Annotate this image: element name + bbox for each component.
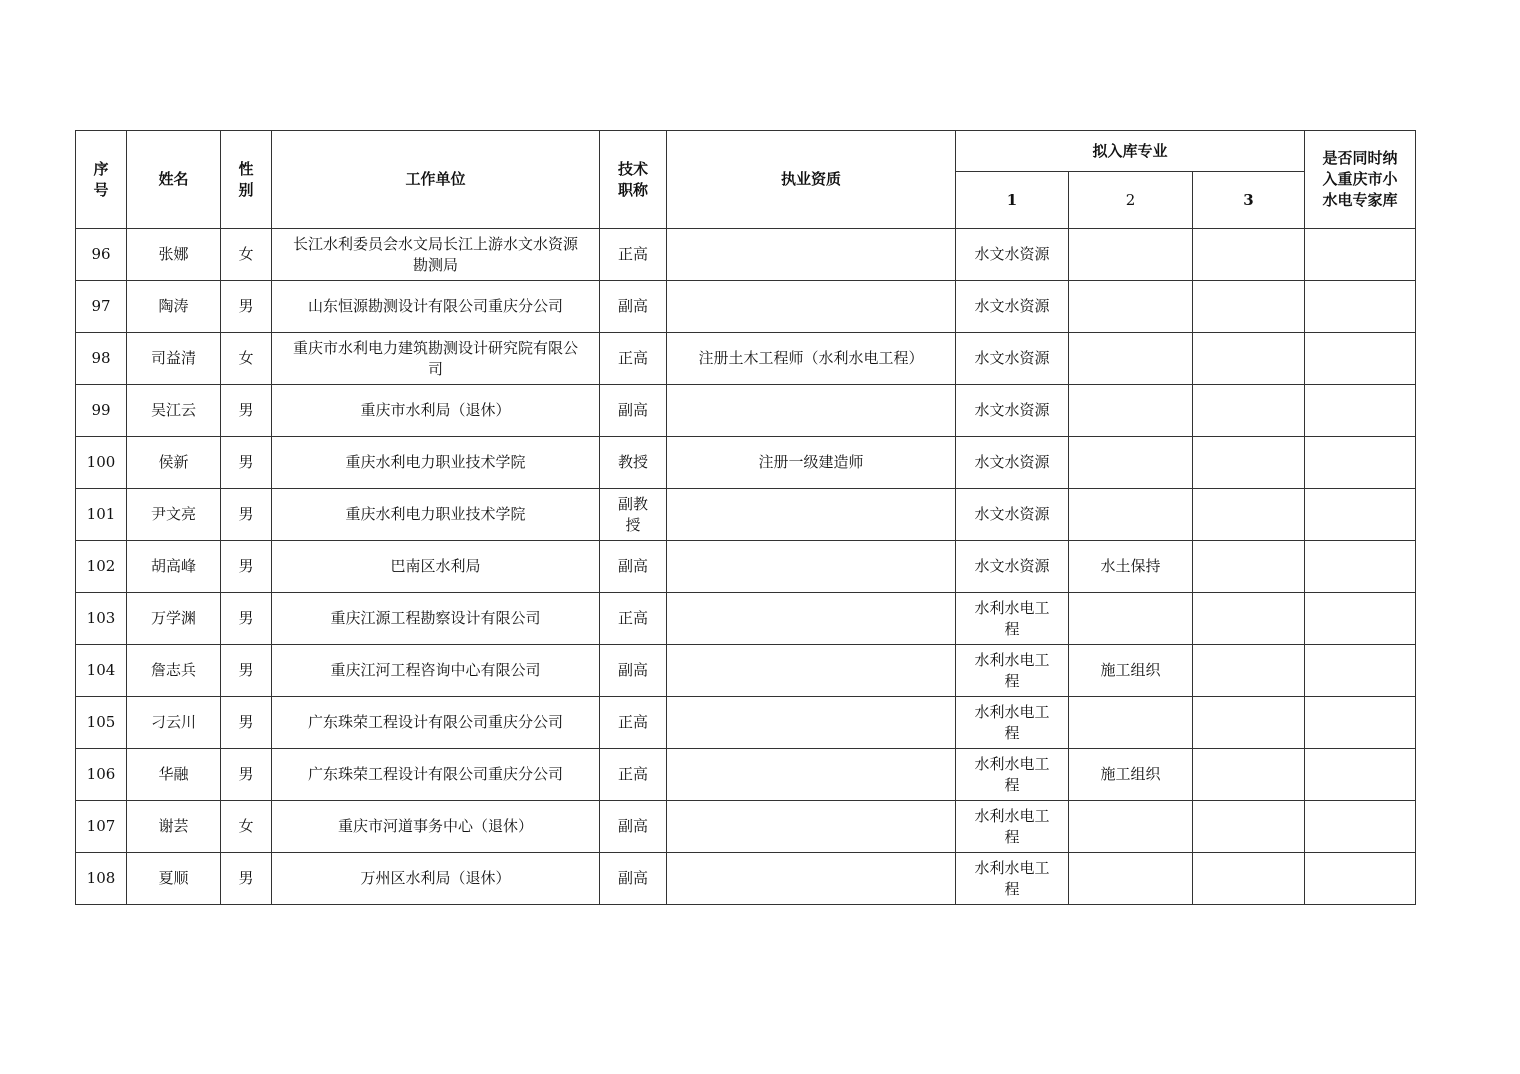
cell-unit-text: 巴南区水利局 (390, 557, 481, 575)
cell-name: 夏顺 (127, 853, 221, 905)
cell-unit-text: 万州区水利局（退休） (360, 869, 511, 887)
cell-major-3 (1193, 645, 1305, 697)
cell-major-1 (956, 645, 1069, 697)
cell-major-1 (956, 697, 1069, 749)
cell-name: 尹文亮 (127, 489, 221, 541)
cell-seq: 108 (76, 853, 127, 905)
cell-major-2 (1069, 437, 1193, 489)
cell-major-3 (1193, 541, 1305, 593)
table-row (76, 229, 1416, 281)
cell-name: 吴江云 (127, 385, 221, 437)
cell-title-text: 教授 (617, 453, 648, 471)
header-seq: 序号 (76, 131, 127, 229)
cell-major-3 (1193, 489, 1305, 541)
cell-title (600, 697, 667, 749)
cell-title-text: 副高 (617, 401, 648, 419)
cell-seq: 105 (76, 697, 127, 749)
cell-unit-text: 重庆市水利局（退休） (360, 401, 511, 419)
cell-seq: 98 (76, 333, 127, 385)
cell-qualification: 注册土木工程师（水利水电工程） (667, 333, 956, 385)
cell-major-1-text: 水文水资源 (974, 401, 1050, 419)
cell-unit (272, 749, 600, 801)
cell-major-1-text: 水利水电工程 (974, 754, 1050, 794)
cell-small-hydro (1305, 853, 1416, 905)
cell-qualification (667, 593, 956, 645)
cell-unit-text: 长江水利委员会水文局长江上游水文水资源勘测局 (292, 234, 578, 274)
cell-major-3 (1193, 437, 1305, 489)
cell-name: 司益清 (127, 333, 221, 385)
cell-major-1 (956, 333, 1069, 385)
cell-major-1 (956, 801, 1069, 853)
table-row (76, 437, 1416, 489)
cell-major-2: 水土保持 (1069, 541, 1193, 593)
cell-name: 刁云川 (127, 697, 221, 749)
table-row (76, 853, 1416, 905)
cell-unit-text: 广东珠荣工程设计有限公司重庆分公司 (307, 713, 563, 731)
cell-small-hydro (1305, 437, 1416, 489)
cell-title (600, 437, 667, 489)
cell-title-text: 副教授 (617, 494, 648, 534)
cell-title-text: 正高 (617, 349, 648, 367)
cell-major-2: 施工组织 (1069, 749, 1193, 801)
cell-gender: 男 (221, 697, 272, 749)
cell-major-2 (1069, 333, 1193, 385)
header-small-hydro: 是否同时纳入重庆市小水电专家库 (1305, 131, 1416, 229)
cell-gender: 男 (221, 853, 272, 905)
cell-major-1-text: 水利水电工程 (974, 858, 1050, 898)
cell-unit (272, 385, 600, 437)
cell-major-1 (956, 281, 1069, 333)
cell-unit (272, 281, 600, 333)
cell-title (600, 229, 667, 281)
cell-major-2 (1069, 801, 1193, 853)
cell-small-hydro (1305, 593, 1416, 645)
cell-major-3 (1193, 229, 1305, 281)
cell-unit (272, 645, 600, 697)
cell-major-1-text: 水利水电工程 (974, 598, 1050, 638)
table-row (76, 385, 1416, 437)
cell-major-3 (1193, 593, 1305, 645)
cell-unit-text: 重庆市河道事务中心（退休） (337, 817, 533, 835)
table-row (76, 541, 1416, 593)
cell-seq: 102 (76, 541, 127, 593)
cell-major-1-text: 水文水资源 (974, 297, 1050, 315)
cell-qualification (667, 281, 956, 333)
cell-qualification (667, 229, 956, 281)
cell-title (600, 801, 667, 853)
table-row (76, 645, 1416, 697)
table-row (76, 281, 1416, 333)
cell-major-2 (1069, 489, 1193, 541)
cell-gender: 女 (221, 801, 272, 853)
cell-title-text: 副高 (617, 869, 648, 887)
cell-gender: 女 (221, 229, 272, 281)
cell-name: 詹志兵 (127, 645, 221, 697)
table-row (76, 697, 1416, 749)
cell-seq: 96 (76, 229, 127, 281)
cell-major-1-text: 水文水资源 (974, 245, 1050, 263)
table-row (76, 593, 1416, 645)
cell-major-2 (1069, 853, 1193, 905)
cell-small-hydro (1305, 333, 1416, 385)
cell-title (600, 281, 667, 333)
cell-title-text: 正高 (617, 245, 648, 263)
header-major-2: 2 (1069, 172, 1193, 229)
cell-major-3 (1193, 333, 1305, 385)
cell-seq: 97 (76, 281, 127, 333)
cell-small-hydro (1305, 541, 1416, 593)
cell-title (600, 333, 667, 385)
cell-unit (272, 333, 600, 385)
header-unit: 工作单位 (272, 131, 600, 229)
cell-unit (272, 541, 600, 593)
header-name: 姓名 (127, 131, 221, 229)
cell-title-text: 正高 (617, 765, 648, 783)
cell-major-1-text: 水利水电工程 (974, 702, 1050, 742)
cell-name: 张娜 (127, 229, 221, 281)
cell-major-1-text: 水文水资源 (974, 349, 1050, 367)
cell-unit (272, 697, 600, 749)
cell-major-2: 施工组织 (1069, 645, 1193, 697)
table-row (76, 749, 1416, 801)
cell-small-hydro (1305, 281, 1416, 333)
cell-unit (272, 229, 600, 281)
cell-major-1 (956, 541, 1069, 593)
cell-qualification (667, 385, 956, 437)
cell-qualification (667, 541, 956, 593)
cell-gender: 男 (221, 489, 272, 541)
cell-unit-text: 重庆江源工程勘察设计有限公司 (330, 609, 541, 627)
cell-name: 华融 (127, 749, 221, 801)
cell-major-1-text: 水利水电工程 (974, 650, 1050, 690)
cell-small-hydro (1305, 697, 1416, 749)
cell-title (600, 853, 667, 905)
cell-unit (272, 801, 600, 853)
cell-unit-text: 山东恒源勘测设计有限公司重庆分公司 (307, 297, 563, 315)
table-body (76, 229, 1416, 905)
cell-major-3 (1193, 749, 1305, 801)
cell-major-1-text: 水利水电工程 (974, 806, 1050, 846)
cell-title-text: 副高 (617, 817, 648, 835)
cell-seq: 99 (76, 385, 127, 437)
cell-unit-text: 重庆水利电力职业技术学院 (345, 453, 526, 471)
cell-seq: 103 (76, 593, 127, 645)
cell-gender: 男 (221, 541, 272, 593)
cell-seq: 107 (76, 801, 127, 853)
header-major-3: 3 (1193, 172, 1305, 229)
cell-major-3 (1193, 801, 1305, 853)
cell-major-1 (956, 853, 1069, 905)
cell-major-2 (1069, 281, 1193, 333)
cell-qualification (667, 697, 956, 749)
cell-seq: 101 (76, 489, 127, 541)
cell-seq: 100 (76, 437, 127, 489)
cell-major-3 (1193, 697, 1305, 749)
cell-major-1 (956, 593, 1069, 645)
cell-major-1 (956, 749, 1069, 801)
cell-qualification: 注册一级建造师 (667, 437, 956, 489)
cell-title-text: 正高 (617, 713, 648, 731)
cell-unit (272, 489, 600, 541)
cell-gender: 男 (221, 385, 272, 437)
cell-name: 陶涛 (127, 281, 221, 333)
cell-title (600, 385, 667, 437)
cell-qualification (667, 749, 956, 801)
header-title: 技术职称 (600, 131, 667, 229)
table-row (76, 489, 1416, 541)
cell-qualification (667, 489, 956, 541)
cell-major-1-text: 水文水资源 (974, 453, 1050, 471)
cell-major-1 (956, 385, 1069, 437)
cell-major-1-text: 水文水资源 (974, 505, 1050, 523)
cell-major-2 (1069, 229, 1193, 281)
cell-seq: 106 (76, 749, 127, 801)
cell-title (600, 645, 667, 697)
cell-title (600, 749, 667, 801)
cell-gender: 男 (221, 281, 272, 333)
cell-title-text: 副高 (617, 297, 648, 315)
cell-gender: 女 (221, 333, 272, 385)
cell-name: 万学渊 (127, 593, 221, 645)
header-major-group: 拟入库专业 (956, 131, 1305, 172)
cell-qualification (667, 853, 956, 905)
cell-gender: 男 (221, 437, 272, 489)
header-qualification: 执业资质 (667, 131, 956, 229)
cell-major-3 (1193, 385, 1305, 437)
cell-unit (272, 853, 600, 905)
cell-gender: 男 (221, 593, 272, 645)
cell-qualification (667, 645, 956, 697)
cell-unit-text: 重庆水利电力职业技术学院 (345, 505, 526, 523)
cell-title (600, 489, 667, 541)
cell-major-1 (956, 489, 1069, 541)
cell-title (600, 593, 667, 645)
cell-name: 胡高峰 (127, 541, 221, 593)
cell-title-text: 正高 (617, 609, 648, 627)
table-row (76, 333, 1416, 385)
cell-small-hydro (1305, 489, 1416, 541)
cell-small-hydro (1305, 801, 1416, 853)
cell-major-1 (956, 437, 1069, 489)
cell-unit (272, 593, 600, 645)
cell-unit-text: 广东珠荣工程设计有限公司重庆分公司 (307, 765, 563, 783)
cell-name: 谢芸 (127, 801, 221, 853)
cell-unit-text: 重庆江河工程咨询中心有限公司 (330, 661, 541, 679)
cell-qualification (667, 801, 956, 853)
header-gender: 性别 (221, 131, 272, 229)
cell-major-1-text: 水文水资源 (974, 557, 1050, 575)
cell-major-2 (1069, 593, 1193, 645)
cell-title-text: 副高 (617, 557, 648, 575)
cell-major-3 (1193, 281, 1305, 333)
cell-title (600, 541, 667, 593)
expert-table (75, 130, 1416, 905)
cell-unit (272, 437, 600, 489)
cell-small-hydro (1305, 645, 1416, 697)
table-row (76, 801, 1416, 853)
header-major-1: 1 (956, 172, 1069, 229)
cell-unit-text: 重庆市水利电力建筑勘测设计研究院有限公司 (292, 338, 578, 378)
cell-gender: 男 (221, 645, 272, 697)
cell-gender: 男 (221, 749, 272, 801)
cell-major-2 (1069, 385, 1193, 437)
cell-small-hydro (1305, 229, 1416, 281)
cell-major-1 (956, 229, 1069, 281)
cell-seq: 104 (76, 645, 127, 697)
cell-name: 侯新 (127, 437, 221, 489)
cell-small-hydro (1305, 749, 1416, 801)
cell-major-2 (1069, 697, 1193, 749)
cell-major-3 (1193, 853, 1305, 905)
cell-title-text: 副高 (617, 661, 648, 679)
cell-small-hydro (1305, 385, 1416, 437)
